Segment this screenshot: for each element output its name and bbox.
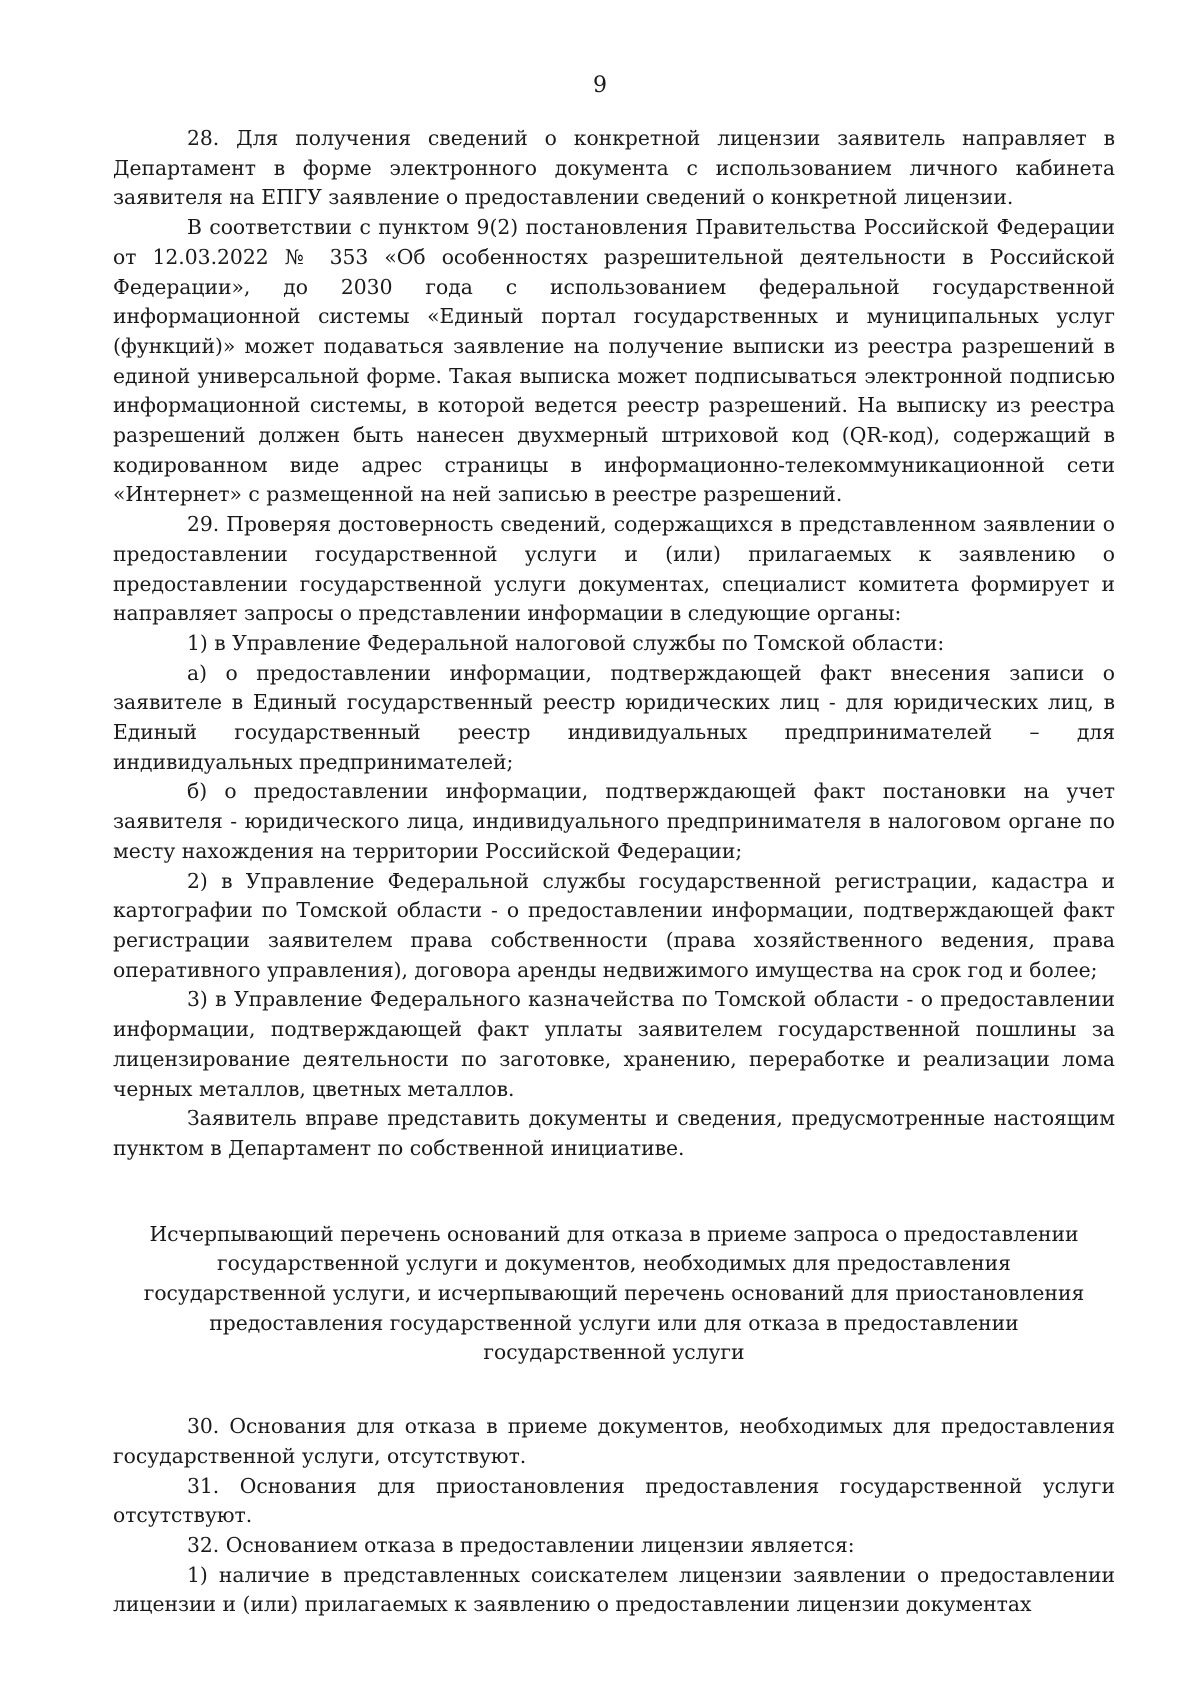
document-body [113, 124, 1115, 1620]
paragraph-29-item-1a: а) о предоставлении информации, подтверждающей факт внесения записи о заявителе в Единый государственный реестр юридических лиц - для юридических лиц, в Единый государственный реестр индивидуальных предпринимателей – для индивидуальных предпринимателей; [113, 660, 1115, 774]
paragraph-30: 30. Основания для отказа в приеме документов, необходимых для предоставления государственной услуги, отсутствуют. [113, 1414, 1115, 1468]
paragraph-29-item-2: 2) в Управление Федеральной службы государственной регистрации, кадастра и картографии по Томской области - о предоставлении информации, подтверждающей факт регистрации заявителем права собственности (права хозяйственного ведения, права оперативного управления), договора аренды недвижимого имущества на срок год и более; [113, 868, 1115, 982]
paragraph-qr-extract: В соответствии с пунктом 9(2) постановления Правительства Российской Федерации от 12.03.2022 № 353 «Об особенностях разрешительной деятельности в Российской Федерации», до 2030 года с использованием федеральной государственной информационной системы «Единый портал государственных и муниципальных услуг (функций)» может подаваться заявление на получение выписки из реестра разрешений в единой универсальной форме. Такая выписка может подписываться электронной подписью информационной системы, в которой ведется реестр разрешений. На выписку из реестра разрешений должен быть нанесен двухмерный штриховой код (QR-код), содержащий в кодированном виде адрес страницы в информационно-телекоммуникационной сети «Интернет» с размещенной на ней записью в реестре разрешений. [113, 215, 1115, 507]
paragraph-29-item-3: 3) в Управление Федерального казначейства по Томской области - о предоставлении информации, подтверждающей факт уплаты заявителем государственной пошлины за лицензирование деятельности по заготовке, хранению, переработке и реализации лома черных металлов, цветных металлов. [113, 987, 1115, 1101]
paragraph-32-item-1: 1) наличие в представленных соискателем лицензии заявлении о предоставлении лицензии и (или) прилагаемых к заявлению о предоставлении лицензии документах [113, 1562, 1115, 1617]
paragraph-32: 32. Основанием отказа в предоставлении лицензии является: [187, 1532, 855, 1557]
page-number: 9 [593, 73, 607, 98]
section-heading: Исчерпывающий перечень оснований для отказа в приеме запроса о предоставлении государственной услуги и документов, необходимых для предоставления государственной услуги, и исчерпывающий перечень оснований для приостановления предоставления государственной услуги или для отказа в предоставлении государственной услуги [143, 1221, 1085, 1365]
paragraph-29: 29. Проверяя достоверность сведений, содержащихся в представленном заявлении о предоставлении государственной услуги и (или) прилагаемых к заявлению о предоставлении государственной услуги документах, специалист комитета формирует и направляет запросы о представлении информации в следующие органы: [113, 512, 1115, 626]
paragraph-29-item-1: 1) в Управление Федеральной налоговой службы по Томской области: [187, 630, 945, 655]
paragraph-29-item-1b: б) о предоставлении информации, подтверждающей факт постановки на учет заявителя - юридического лица, индивидуального предпринимателя в налоговом органе по месту нахождения на территории Российской Федерации; [113, 779, 1115, 863]
paragraph-31: 31. Основания для приостановления предоставления государственной услуги отсутствуют. [113, 1473, 1115, 1528]
paragraph-28: 28. Для получения сведений о конкретной лицензии заявитель направляет в Департамент в форме электронного документа с использованием личного кабинета заявителя на ЕПГУ заявление о предоставлении сведений о конкретной лицензии. [113, 126, 1115, 210]
paragraph-29-note: Заявитель вправе представить документы и сведения, предусмотренные настоящим пунктом в Департамент по собственной инициативе. [113, 1106, 1115, 1160]
